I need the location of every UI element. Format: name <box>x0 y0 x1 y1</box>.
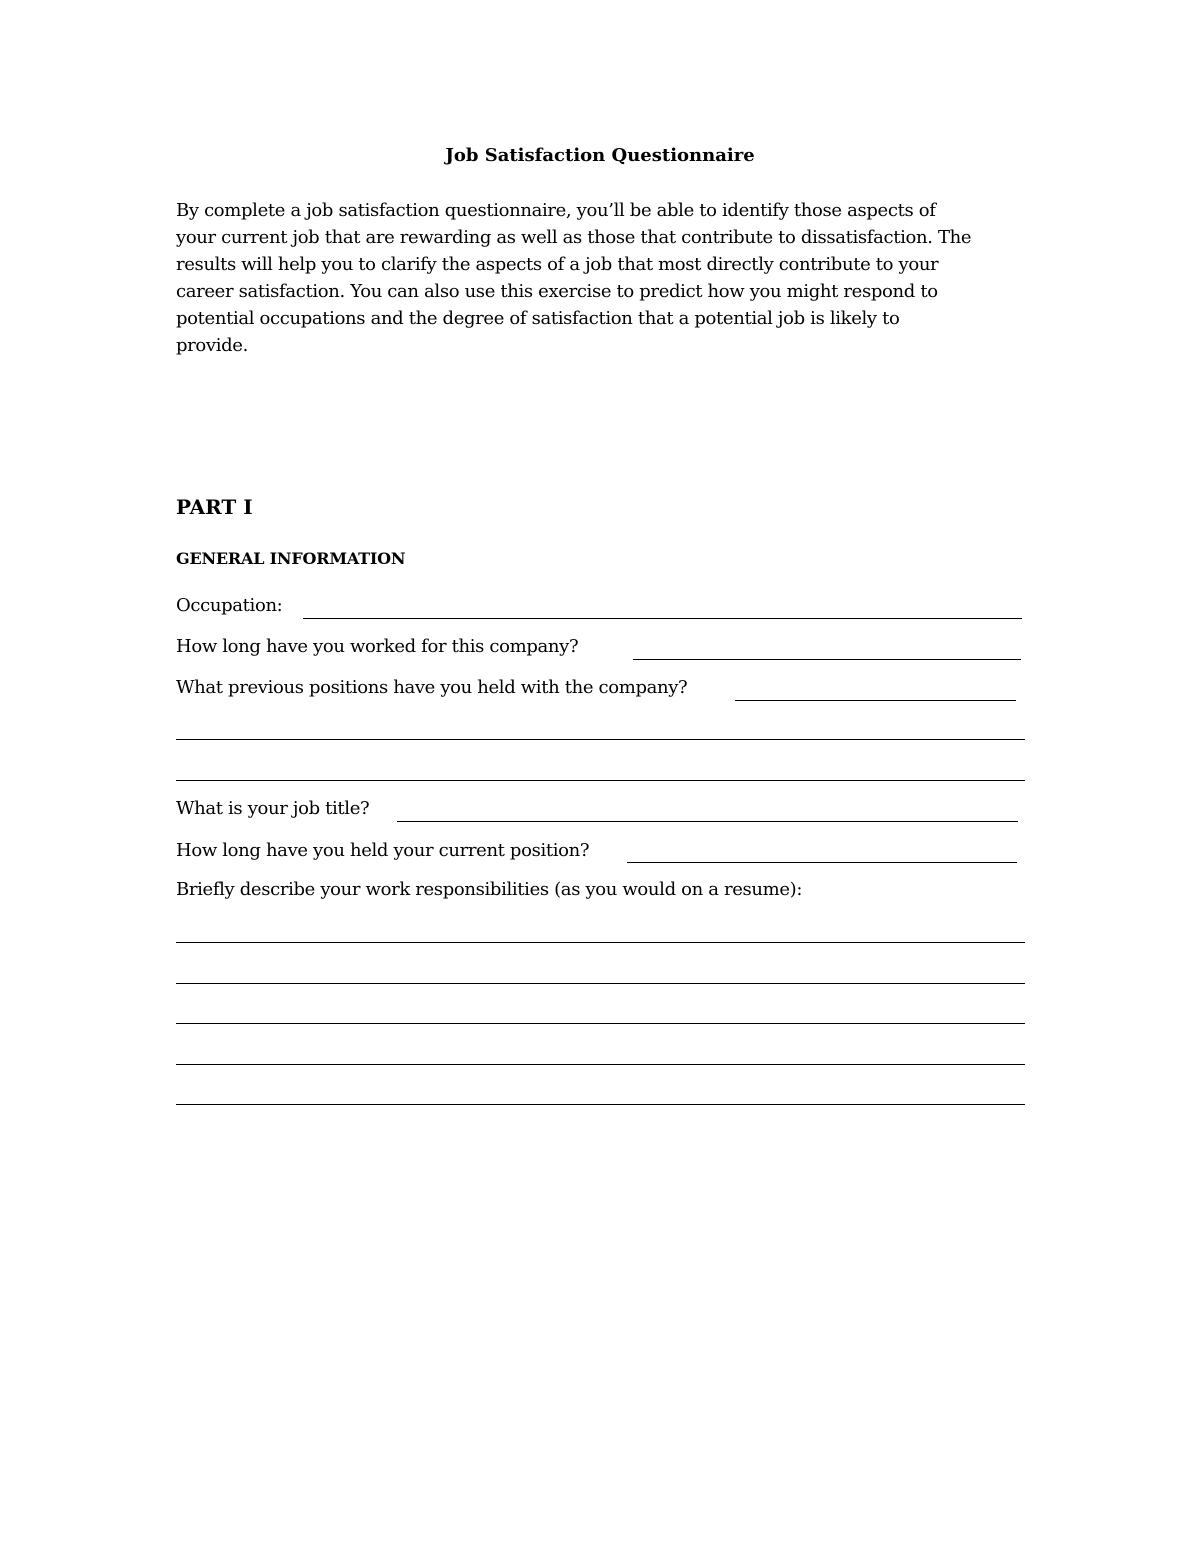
responsibilities-line[interactable] <box>176 1104 1025 1105</box>
responsibilities-line[interactable] <box>176 1023 1025 1024</box>
responsibilities-label: Briefly describe your work responsibilities (as you would on a resume): <box>176 879 803 900</box>
job-title-label: What is your job title? <box>176 798 370 819</box>
position-tenure-field[interactable] <box>627 862 1017 863</box>
responsibilities-line[interactable] <box>176 983 1025 984</box>
intro-line: By complete a job satisfaction questionnaire, you’ll be able to identify those aspects of <box>176 200 936 221</box>
company-tenure-label: How long have you worked for this company? <box>176 636 579 657</box>
company-tenure-field[interactable] <box>633 659 1021 660</box>
intro-line: potential occupations and the degree of satisfaction that a potential job is likely to <box>176 308 900 329</box>
document-title: Job Satisfaction Questionnaire <box>445 145 755 166</box>
part-heading: PART I <box>176 495 253 519</box>
job-title-field[interactable] <box>397 821 1018 822</box>
intro-line: provide. <box>176 335 248 356</box>
intro-paragraph <box>176 197 1036 359</box>
section-heading: GENERAL INFORMATION <box>176 549 406 568</box>
intro-line: your current job that are rewarding as well as those that contribute to dissatisfaction. The <box>176 227 972 248</box>
previous-positions-line[interactable] <box>176 780 1025 781</box>
occupation-field[interactable] <box>303 618 1022 619</box>
previous-positions-line[interactable] <box>176 739 1025 740</box>
previous-positions-field[interactable] <box>735 700 1016 701</box>
responsibilities-line[interactable] <box>176 1064 1025 1065</box>
intro-line: results will help you to clarify the aspects of a job that most directly contribute to your <box>176 254 939 275</box>
responsibilities-line[interactable] <box>176 942 1025 943</box>
position-tenure-label: How long have you held your current position? <box>176 840 590 861</box>
intro-line: career satisfaction. You can also use this exercise to predict how you might respond to <box>176 281 938 302</box>
previous-positions-label: What previous positions have you held with the company? <box>176 677 688 698</box>
occupation-label: Occupation: <box>176 595 283 616</box>
